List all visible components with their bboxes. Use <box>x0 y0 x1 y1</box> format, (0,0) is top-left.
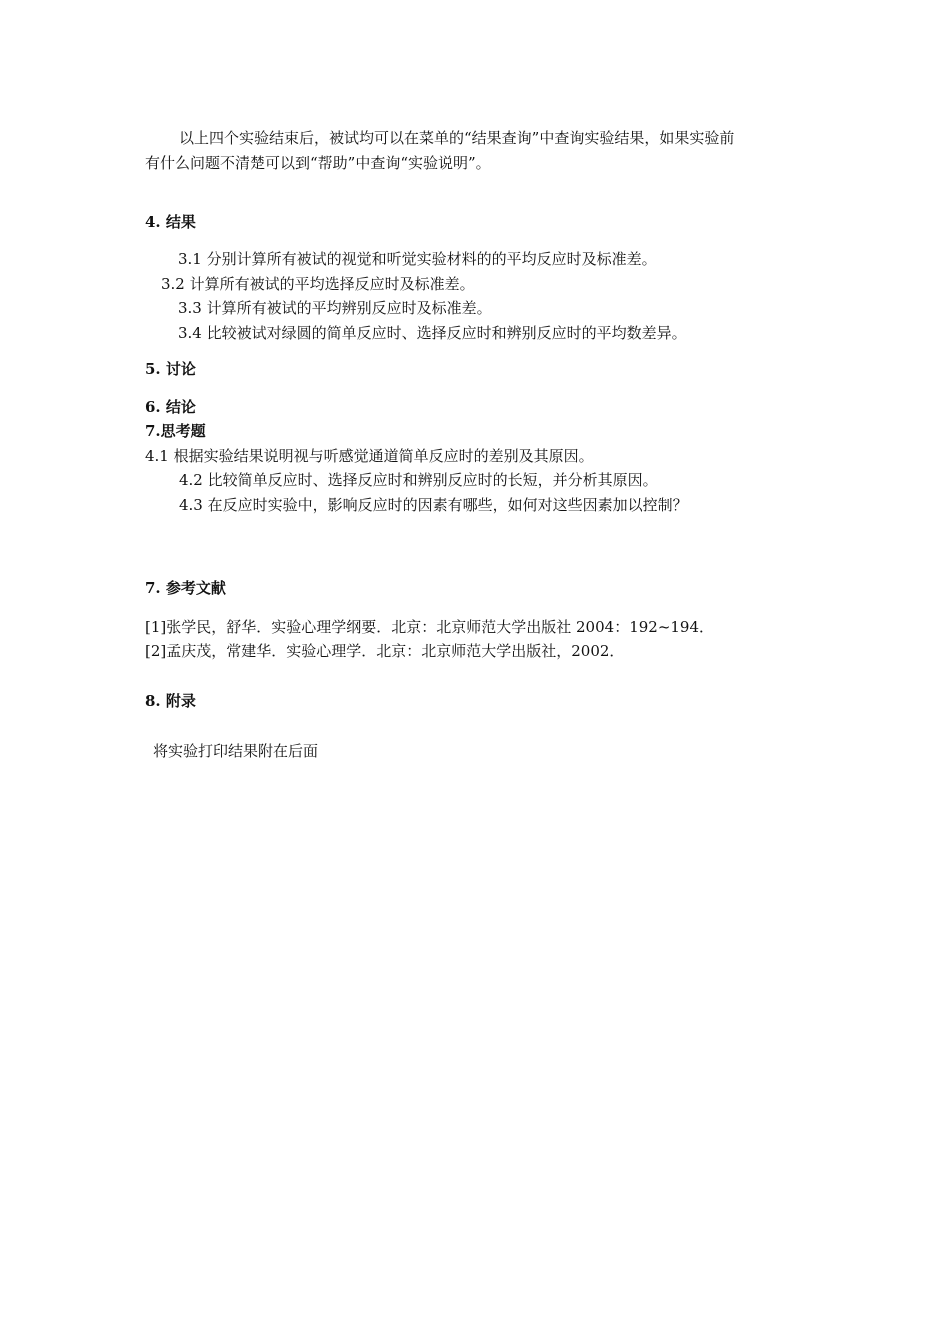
section-heading-discussion: 5. 讨论 <box>145 360 196 378</box>
section-heading-conclusion: 6. 结论 <box>145 398 196 416</box>
results-item-1: 3.1 分别计算所有被试的视觉和听觉实验材料的的平均反应时及标准差。 <box>178 250 657 268</box>
results-item-2: 3.2 计算所有被试的平均选择反应时及标准差。 <box>161 275 475 293</box>
section-heading-results: 4. 结果 <box>145 213 196 231</box>
results-item-3: 3.3 计算所有被试的平均辨别反应时及标准差。 <box>178 299 492 317</box>
appendix-text: 将实验打印结果附在后面 <box>153 742 319 760</box>
intro-line-1: 以上四个实验结束后，被试均可以在菜单的“结果查询”中查询实验结果，如果实验前 <box>179 129 735 147</box>
reference-item-2: [2]孟庆茂，常建华．实验心理学．北京：北京师范大学出版社，2002． <box>145 642 625 660</box>
section-heading-references: 7. 参考文献 <box>145 579 226 597</box>
section-heading-appendix: 8. 附录 <box>145 692 196 710</box>
intro-line-2: 有什么问题不清楚可以到“帮助”中查询“实验说明”。 <box>145 154 491 172</box>
question-item-2: 4.2 比较简单反应时、选择反应时和辨别反应时的长短，并分析其原因。 <box>179 471 658 489</box>
section-heading-questions: 7.思考题 <box>145 422 206 440</box>
results-item-4: 3.4 比较被试对绿圆的简单反应时、选择反应时和辨别反应时的平均数差异。 <box>178 324 687 342</box>
reference-item-1: [1]张学民，舒华．实验心理学纲要．北京：北京师范大学出版社 2004：192~194． <box>145 618 715 636</box>
question-item-1: 4.1 根据实验结果说明视与听感觉通道简单反应时的差别及其原因。 <box>145 447 594 465</box>
question-item-3: 4.3 在反应时实验中，影响反应时的因素有哪些，如何对这些因素加以控制？ <box>179 496 688 514</box>
